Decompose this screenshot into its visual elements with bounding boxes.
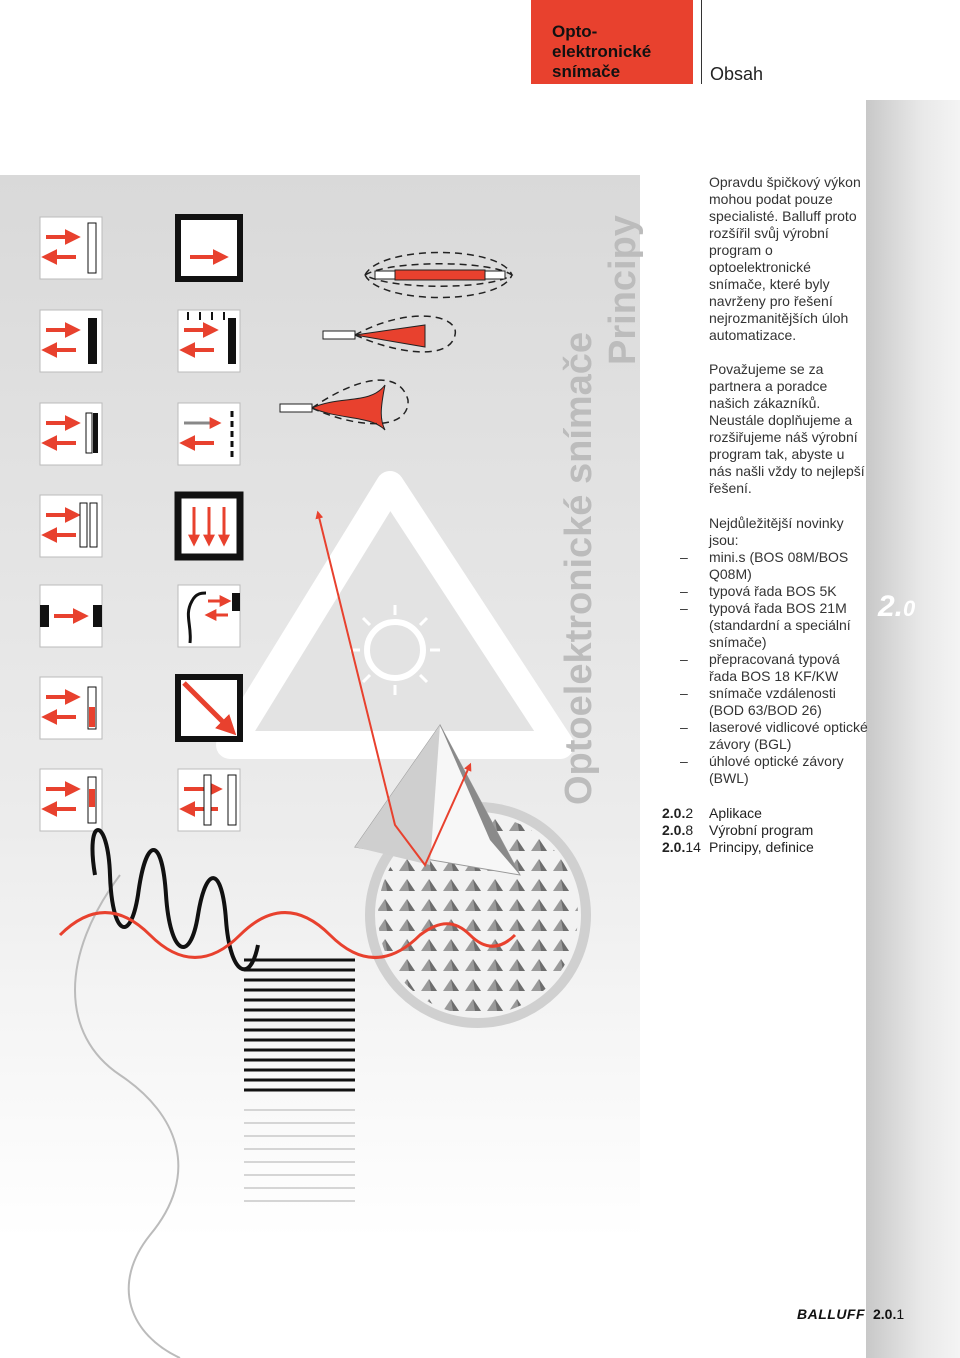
vertical-title-sub: Principy xyxy=(602,215,644,365)
chapter-number-main: 2. xyxy=(878,590,904,623)
sensor-type-icons-right xyxy=(178,217,240,831)
table-of-contents xyxy=(662,805,814,856)
section-title-line: snímače xyxy=(552,62,621,81)
news-heading: Nejdůležitější novinky jsou: xyxy=(709,515,844,548)
list-item: – snímače vzdálenosti (BOD 63/BOD 26) xyxy=(680,685,870,719)
section-title-line: Opto- xyxy=(552,22,598,41)
section-title-line: elektronické xyxy=(552,42,652,61)
toc-row[interactable] xyxy=(662,822,814,839)
toc-number: 2.0.2 xyxy=(662,805,694,821)
header-section-label: Obsah xyxy=(710,64,764,84)
list-item: – mini.s (BOS 08M/BOS Q08M) xyxy=(680,549,870,583)
list-item: – laserové vidlicové optické závory (BGL) xyxy=(680,719,870,753)
news-list xyxy=(680,549,870,787)
balluff-logo: BALLUFF xyxy=(797,1306,866,1322)
page-number: 2.0.1 xyxy=(873,1306,905,1322)
chapter-number xyxy=(878,590,915,624)
toc-number: 2.0.8 xyxy=(662,822,694,838)
list-item: – úhlové optické závory (BWL) xyxy=(680,753,870,787)
toc-row[interactable] xyxy=(662,805,814,822)
toc-row[interactable] xyxy=(662,839,814,856)
chapter-side-strip xyxy=(866,100,960,1358)
sensor-type-icons-left xyxy=(40,217,102,831)
list-item: – přepracovaná typová řada BOS 18 KF/KW xyxy=(680,651,870,685)
toc-title: Výrobní program xyxy=(709,822,814,838)
list-item: – typová řada BOS 21M (standardní a speciální snímače) xyxy=(680,600,870,651)
warning-triangle-icon xyxy=(230,485,560,745)
vertical-chapter-titles xyxy=(540,175,644,815)
toc-title: Principy, definice xyxy=(709,839,814,855)
toc-number: 2.0.14 xyxy=(662,839,701,855)
toc-title: Aplikace xyxy=(709,805,762,821)
intro-paragraph-1: Opravdu špičkový výkon mohou podat pouze specialisté. Balluff proto rozšířil svůj výrobní program o optoelektronické snímače, které byly navrženy pro řešení nejrozmanitějších úloh automatizace. xyxy=(709,174,861,343)
beam-pattern-icons xyxy=(280,253,512,431)
intro-paragraph-2: Považujeme se za partnera a poradce našich zákazníků. Neustále doplňujeme a rozšiřujeme náš výrobní program tak, abyste u nás našli vždy to nejlepší řešení. xyxy=(709,361,865,496)
vertical-title-main: Optoelektronické snímače xyxy=(558,331,600,805)
list-item: – typová řada BOS 5K xyxy=(680,583,870,600)
chapter-number-sub: 0 xyxy=(903,596,916,621)
header-divider xyxy=(701,0,702,84)
section-title xyxy=(552,22,692,82)
